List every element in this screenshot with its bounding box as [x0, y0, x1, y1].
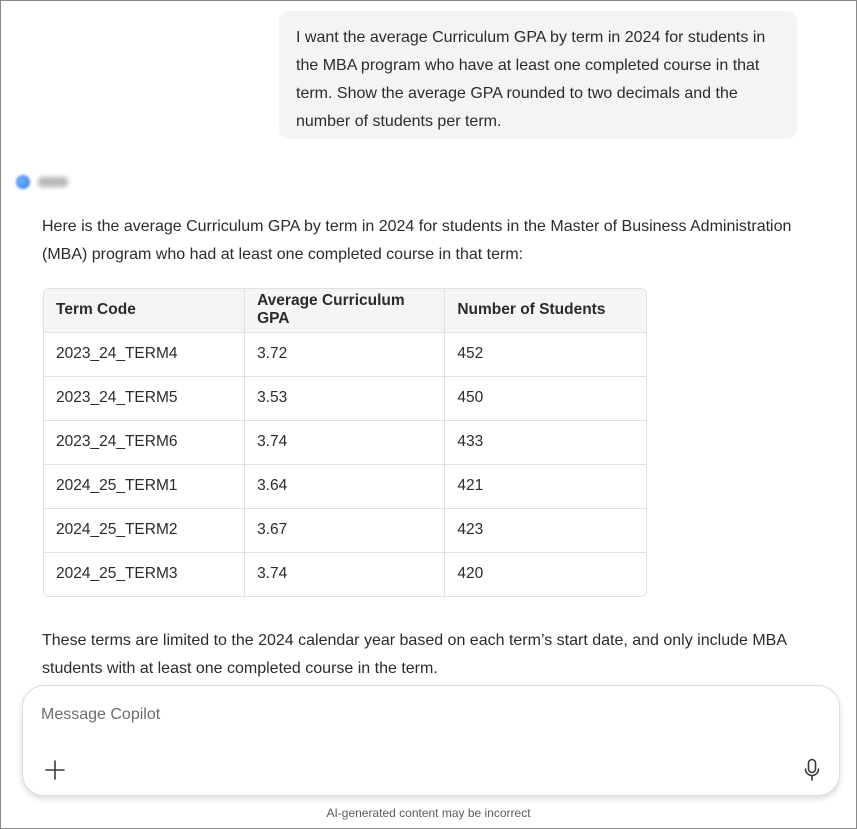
- term-code-cell: 2023_24_TERM5: [44, 376, 245, 420]
- average-gpa-cell: 3.64: [245, 464, 445, 508]
- student-count-cell: 452: [445, 332, 646, 376]
- term-code-cell: 2024_25_TERM1: [44, 464, 245, 508]
- table-row: [44, 420, 646, 464]
- voice-input-button[interactable]: [799, 756, 825, 784]
- user-message-bubble: [279, 11, 797, 139]
- term-code-cell: 2023_24_TERM6: [44, 420, 245, 464]
- student-count-cell: 423: [445, 508, 646, 552]
- student-count-cell: 450: [445, 376, 646, 420]
- average-gpa-cell: 3.53: [245, 376, 445, 420]
- ai-disclaimer: AI-generated content may be incorrect: [326, 806, 531, 820]
- table-header-row: [44, 289, 646, 332]
- student-count-cell: 433: [445, 420, 646, 464]
- term-code-cell: 2024_25_TERM3: [44, 552, 245, 596]
- average-gpa-cell: 3.74: [245, 420, 445, 464]
- table-row: [44, 332, 646, 376]
- assistant-header: [16, 172, 68, 192]
- message-input[interactable]: [41, 702, 801, 728]
- assistant-name: [38, 177, 68, 187]
- table-row: [44, 552, 646, 596]
- table-row: [44, 464, 646, 508]
- student-count-cell: 421: [445, 464, 646, 508]
- average-gpa-cell: 3.67: [245, 508, 445, 552]
- message-composer: [22, 685, 840, 796]
- term-code-cell: 2023_24_TERM4: [44, 332, 245, 376]
- column-header-term-code: Term Code: [44, 289, 245, 332]
- column-header-number-of-students: Number of Students: [445, 289, 646, 332]
- average-gpa-cell: 3.74: [245, 552, 445, 596]
- copilot-icon: [16, 175, 30, 189]
- microphone-icon: [804, 758, 820, 782]
- assistant-outro-text: These terms are limited to the 2024 calendar year based on each term’s start date, and only include MBA students with at least one completed course in the term.: [42, 632, 787, 677]
- add-attachment-button[interactable]: [41, 756, 69, 784]
- results-table: [44, 289, 646, 596]
- user-message-text: I want the average Curriculum GPA by term in 2024 for students in the MBA program who have at least one completed course in that term. Show the average GPA rounded to two decimals and the number of students per term.: [296, 29, 766, 130]
- student-count-cell: 420: [457, 565, 484, 583]
- term-code-cell: 2024_25_TERM2: [44, 508, 245, 552]
- plus-icon: [44, 759, 66, 781]
- column-header-average-gpa: Average Curriculum GPA: [245, 289, 445, 332]
- assistant-intro-text: Here is the average Curriculum GPA by term in 2024 for students in the Master of Business Administration (MBA) program who had at least one completed course in that term:: [42, 218, 792, 263]
- average-gpa-cell: 3.72: [245, 332, 445, 376]
- table-row: [44, 508, 646, 552]
- results-table-container: [43, 288, 647, 597]
- table-row: [44, 376, 646, 420]
